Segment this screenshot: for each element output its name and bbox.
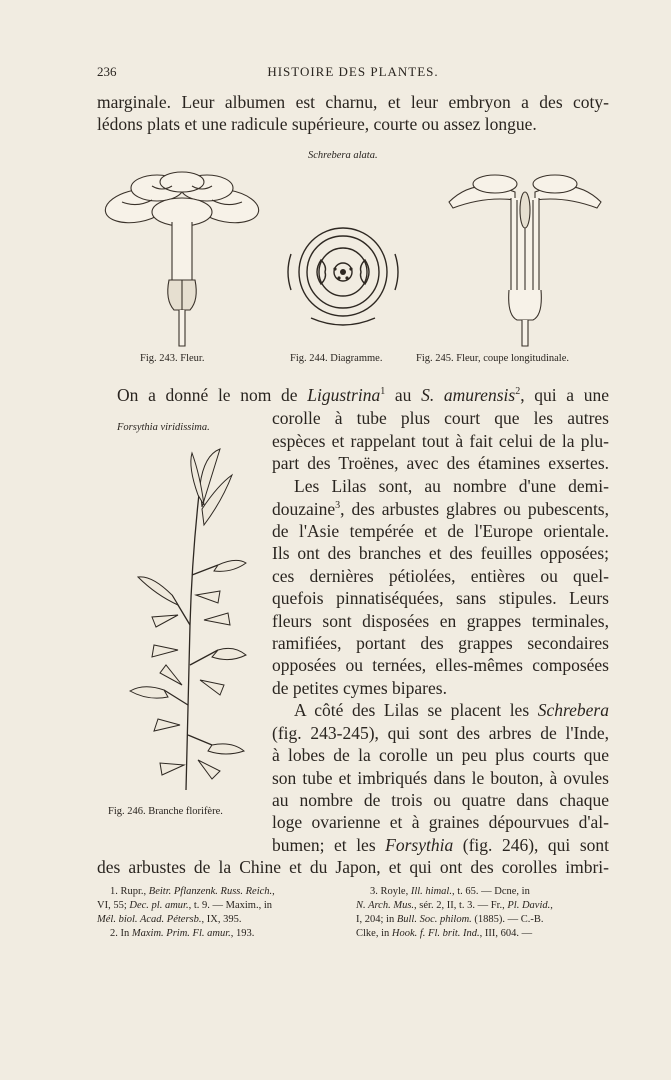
figure-243-caption: Fig. 243. Fleur.: [140, 353, 205, 364]
footnote-right-line-1: 3. Royle, Ill. himal., t. 65. — Dcne, in: [370, 886, 530, 897]
para1-line-4: part des Troënes, avec des étamines exsertes.: [272, 453, 609, 473]
figure-246-caption: Fig. 246. Branche florifère.: [108, 806, 223, 817]
para3-line-6: loge ovarienne et à graines dépourvues d'al-: [272, 812, 609, 832]
para2-line-10: de petites cymes bipares.: [272, 678, 447, 698]
para2-line-6: quefois pinnatiséquées, sans stipules. Leurs: [272, 588, 609, 608]
para3-line-7: bumen; et les Forsythia (fig. 246), qui sont: [272, 835, 609, 855]
para3-line-8: des arbustes de la Chine et du Japon, et qui ont des corolles imbri-: [97, 857, 609, 877]
figure-246-title: Forsythia viridissima.: [117, 422, 210, 433]
figure-group-caption: Schrebera alata.: [308, 150, 378, 161]
intro-line-2: lédons plats et une radicule supérieure, courte ou assez longue.: [97, 114, 537, 134]
floral-diagram: [283, 220, 413, 342]
para2-line-9: opposées ou ternées, elles-mêmes composées: [272, 655, 609, 675]
para2-line-3: de l'Asie tempérée et de l'Europe orientale.: [272, 521, 609, 541]
para2-line-5: ces dernières pétiolées, entières ou quel-: [272, 566, 609, 586]
footnote-left-line-2: VI, 55; Dec. pl. amur., t. 9. — Maxim., in: [97, 900, 272, 911]
para1-line-2: corolle à tube plus court que les autres: [272, 408, 609, 428]
para3-line-3: à lobes de la corolle un peu plus courts que: [272, 745, 609, 765]
para3-line-5: au nombre de trois ou quatre dans chaque: [272, 790, 609, 810]
para2-line-4: Ils ont des branches et des feuilles opposées;: [272, 543, 609, 563]
page-number: 236: [97, 64, 117, 79]
footnote-right-line-3: I, 204; in Bull. Soc. philom. (1885). — C.-B.: [356, 914, 544, 925]
para2-line-7: fleurs sont disposées en grappes terminales,: [272, 611, 609, 631]
footnote-left-line-4: 2. In Maxim. Prim. Fl. amur., 193.: [110, 928, 255, 939]
para1-line-3: espèces et rappelant tout à fait celui de la plu-: [272, 431, 609, 451]
flowering-branch-illustration: [108, 445, 253, 797]
para2-line-2: douzaine$^3$, des arbustes glabres ou pubescents,: [272, 499, 609, 519]
figure-245-caption: Fig. 245. Fleur, coupe longitudinale.: [416, 353, 569, 364]
para3-line-1: A côté des Lilas se placent les Schrebera: [294, 700, 609, 720]
running-header: [97, 64, 609, 82]
figure-244-caption: Fig. 244. Diagramme.: [290, 353, 383, 364]
para3-line-2: (fig. 243-245), qui sont des arbres de l'Inde,: [272, 723, 609, 743]
para1-line-1: On a donné le nom de Ligustrina$^1$ au S. amurensis$^2$, qui a une: [117, 385, 609, 405]
para3-line-4: son tube et imbriqués dans le bouton, à ovules: [272, 768, 609, 788]
footnote-left-line-3: Mél. biol. Acad. Pétersb., IX, 395.: [97, 914, 242, 925]
flower-section-illustration: [445, 170, 605, 350]
para2-line-1: Les Lilas sont, au nombre d'une demi-: [294, 476, 609, 496]
footnote-right-line-4: Clke, in Hook. f. Fl. brit. Ind., III, 604. —: [356, 928, 533, 939]
intro-line-1: marginale. Leur albumen est charnu, et leur embryon a des coty-: [97, 92, 609, 112]
para2-line-8: ramifiées, portant des grappes secondaires: [272, 633, 609, 653]
footnote-right-line-2: N. Arch. Mus., sér. 2, II, t. 3. — Fr., Pl. David.,: [356, 900, 553, 911]
running-title: HISTOIRE DES PLANTES.: [267, 64, 439, 79]
footnote-left-line-1: 1. Rupr., Beitr. Pflanzenk. Russ. Reich.,: [110, 886, 275, 897]
flower-illustration: [102, 168, 262, 350]
